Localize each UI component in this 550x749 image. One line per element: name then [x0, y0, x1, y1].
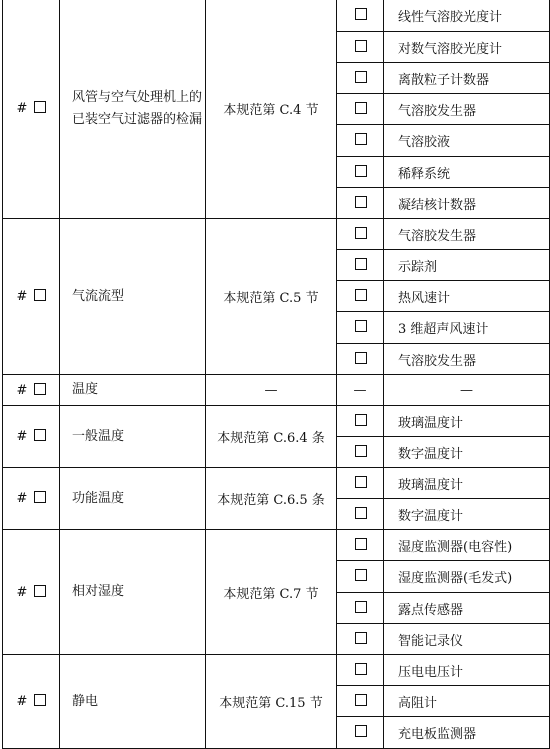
device-name: 压电电压计: [384, 655, 550, 686]
device-name: 离散粒子计数器: [384, 63, 550, 94]
device-name: 智能记录仪: [384, 624, 550, 655]
test-item: 风管与空气处理机上的已装空气过滤器的检漏: [60, 0, 206, 219]
checkbox-icon[interactable]: [355, 102, 367, 114]
device-name: 对数气溶胶光度计: [384, 32, 550, 63]
checkbox-icon[interactable]: [34, 383, 46, 395]
checkbox-icon[interactable]: [355, 507, 367, 519]
checkbox-icon[interactable]: [355, 8, 367, 20]
checkbox-icon[interactable]: [34, 694, 46, 706]
checkbox-icon[interactable]: [355, 133, 367, 145]
checkbox-icon[interactable]: [355, 40, 367, 52]
checkbox-icon[interactable]: [355, 414, 367, 426]
instrument-table: [2, 0, 550, 749]
row-mark: #: [3, 530, 60, 655]
device-name: 玻璃温度计: [384, 468, 550, 499]
checkbox-icon[interactable]: [355, 694, 367, 706]
device-name: 气溶胶发生器: [384, 94, 550, 125]
checkbox-icon[interactable]: [34, 491, 46, 503]
spec-reference: 本规范第 C.5 节: [206, 219, 337, 375]
device-name: 凝结核计数器: [384, 188, 550, 219]
checkbox-icon[interactable]: [34, 289, 46, 301]
checkbox-icon[interactable]: [34, 585, 46, 597]
test-item: 温度: [60, 375, 206, 406]
checkbox-icon[interactable]: [355, 663, 367, 675]
checkbox-icon[interactable]: [34, 429, 46, 441]
checkbox-icon[interactable]: [355, 538, 367, 550]
device-name: 高阻计: [384, 686, 550, 717]
checkbox-icon[interactable]: [355, 258, 367, 270]
device-name: 数字温度计: [384, 437, 550, 468]
test-item: 气流流型: [60, 219, 206, 375]
row-mark: #: [3, 468, 60, 530]
checkbox-icon[interactable]: [355, 289, 367, 301]
device-name: 示踪剂: [384, 250, 550, 281]
checkbox-icon[interactable]: [355, 71, 367, 83]
checkbox-icon[interactable]: [355, 227, 367, 239]
device-name: 气溶胶发生器: [384, 344, 550, 375]
row-mark: #: [3, 219, 60, 375]
dash-cell: —: [337, 375, 384, 406]
spec-reference: 本规范第 C.6.4 条: [206, 406, 337, 468]
row-mark: #: [3, 655, 60, 749]
device-name: —: [384, 375, 550, 406]
checkbox-icon[interactable]: [355, 445, 367, 457]
checkbox-icon[interactable]: [355, 569, 367, 581]
checkbox-icon[interactable]: [355, 476, 367, 488]
checkbox-icon[interactable]: [355, 196, 367, 208]
checkbox-icon[interactable]: [355, 165, 367, 177]
device-name: 气溶胶液: [384, 125, 550, 157]
device-name: 充电板监测器: [384, 717, 550, 749]
row-mark: #: [3, 0, 60, 219]
checkbox-icon[interactable]: [355, 725, 367, 737]
device-name: 湿度监测器(电容性): [384, 530, 550, 561]
test-item: 功能温度: [60, 468, 206, 530]
device-name: 热风速计: [384, 281, 550, 312]
spec-reference: 本规范第 C.7 节: [206, 530, 337, 655]
device-name: 湿度监测器(毛发式): [384, 561, 550, 593]
checkbox-icon[interactable]: [355, 352, 367, 364]
device-name: 3 维超声风速计: [384, 312, 550, 344]
spec-reference: 本规范第 C.15 节: [206, 655, 337, 749]
test-item: 相对湿度: [60, 530, 206, 655]
checkbox-icon[interactable]: [355, 320, 367, 332]
device-name: 玻璃温度计: [384, 406, 550, 437]
device-name: 稀释系统: [384, 157, 550, 188]
device-name: 露点传感器: [384, 593, 550, 624]
row-mark: #: [3, 406, 60, 468]
device-name: 线性气溶胶光度计: [384, 0, 550, 32]
device-name: 气溶胶发生器: [384, 219, 550, 250]
spec-reference: —: [206, 375, 337, 406]
test-item: 静电: [60, 655, 206, 749]
spec-reference: 本规范第 C.6.5 条: [206, 468, 337, 530]
checkbox-icon[interactable]: [355, 601, 367, 613]
row-mark: #: [3, 375, 60, 406]
checkbox-icon[interactable]: [355, 632, 367, 644]
checkbox-icon[interactable]: [34, 101, 46, 113]
test-item: 一般温度: [60, 406, 206, 468]
spec-reference: 本规范第 C.4 节: [206, 0, 337, 219]
device-name: 数字温度计: [384, 499, 550, 530]
